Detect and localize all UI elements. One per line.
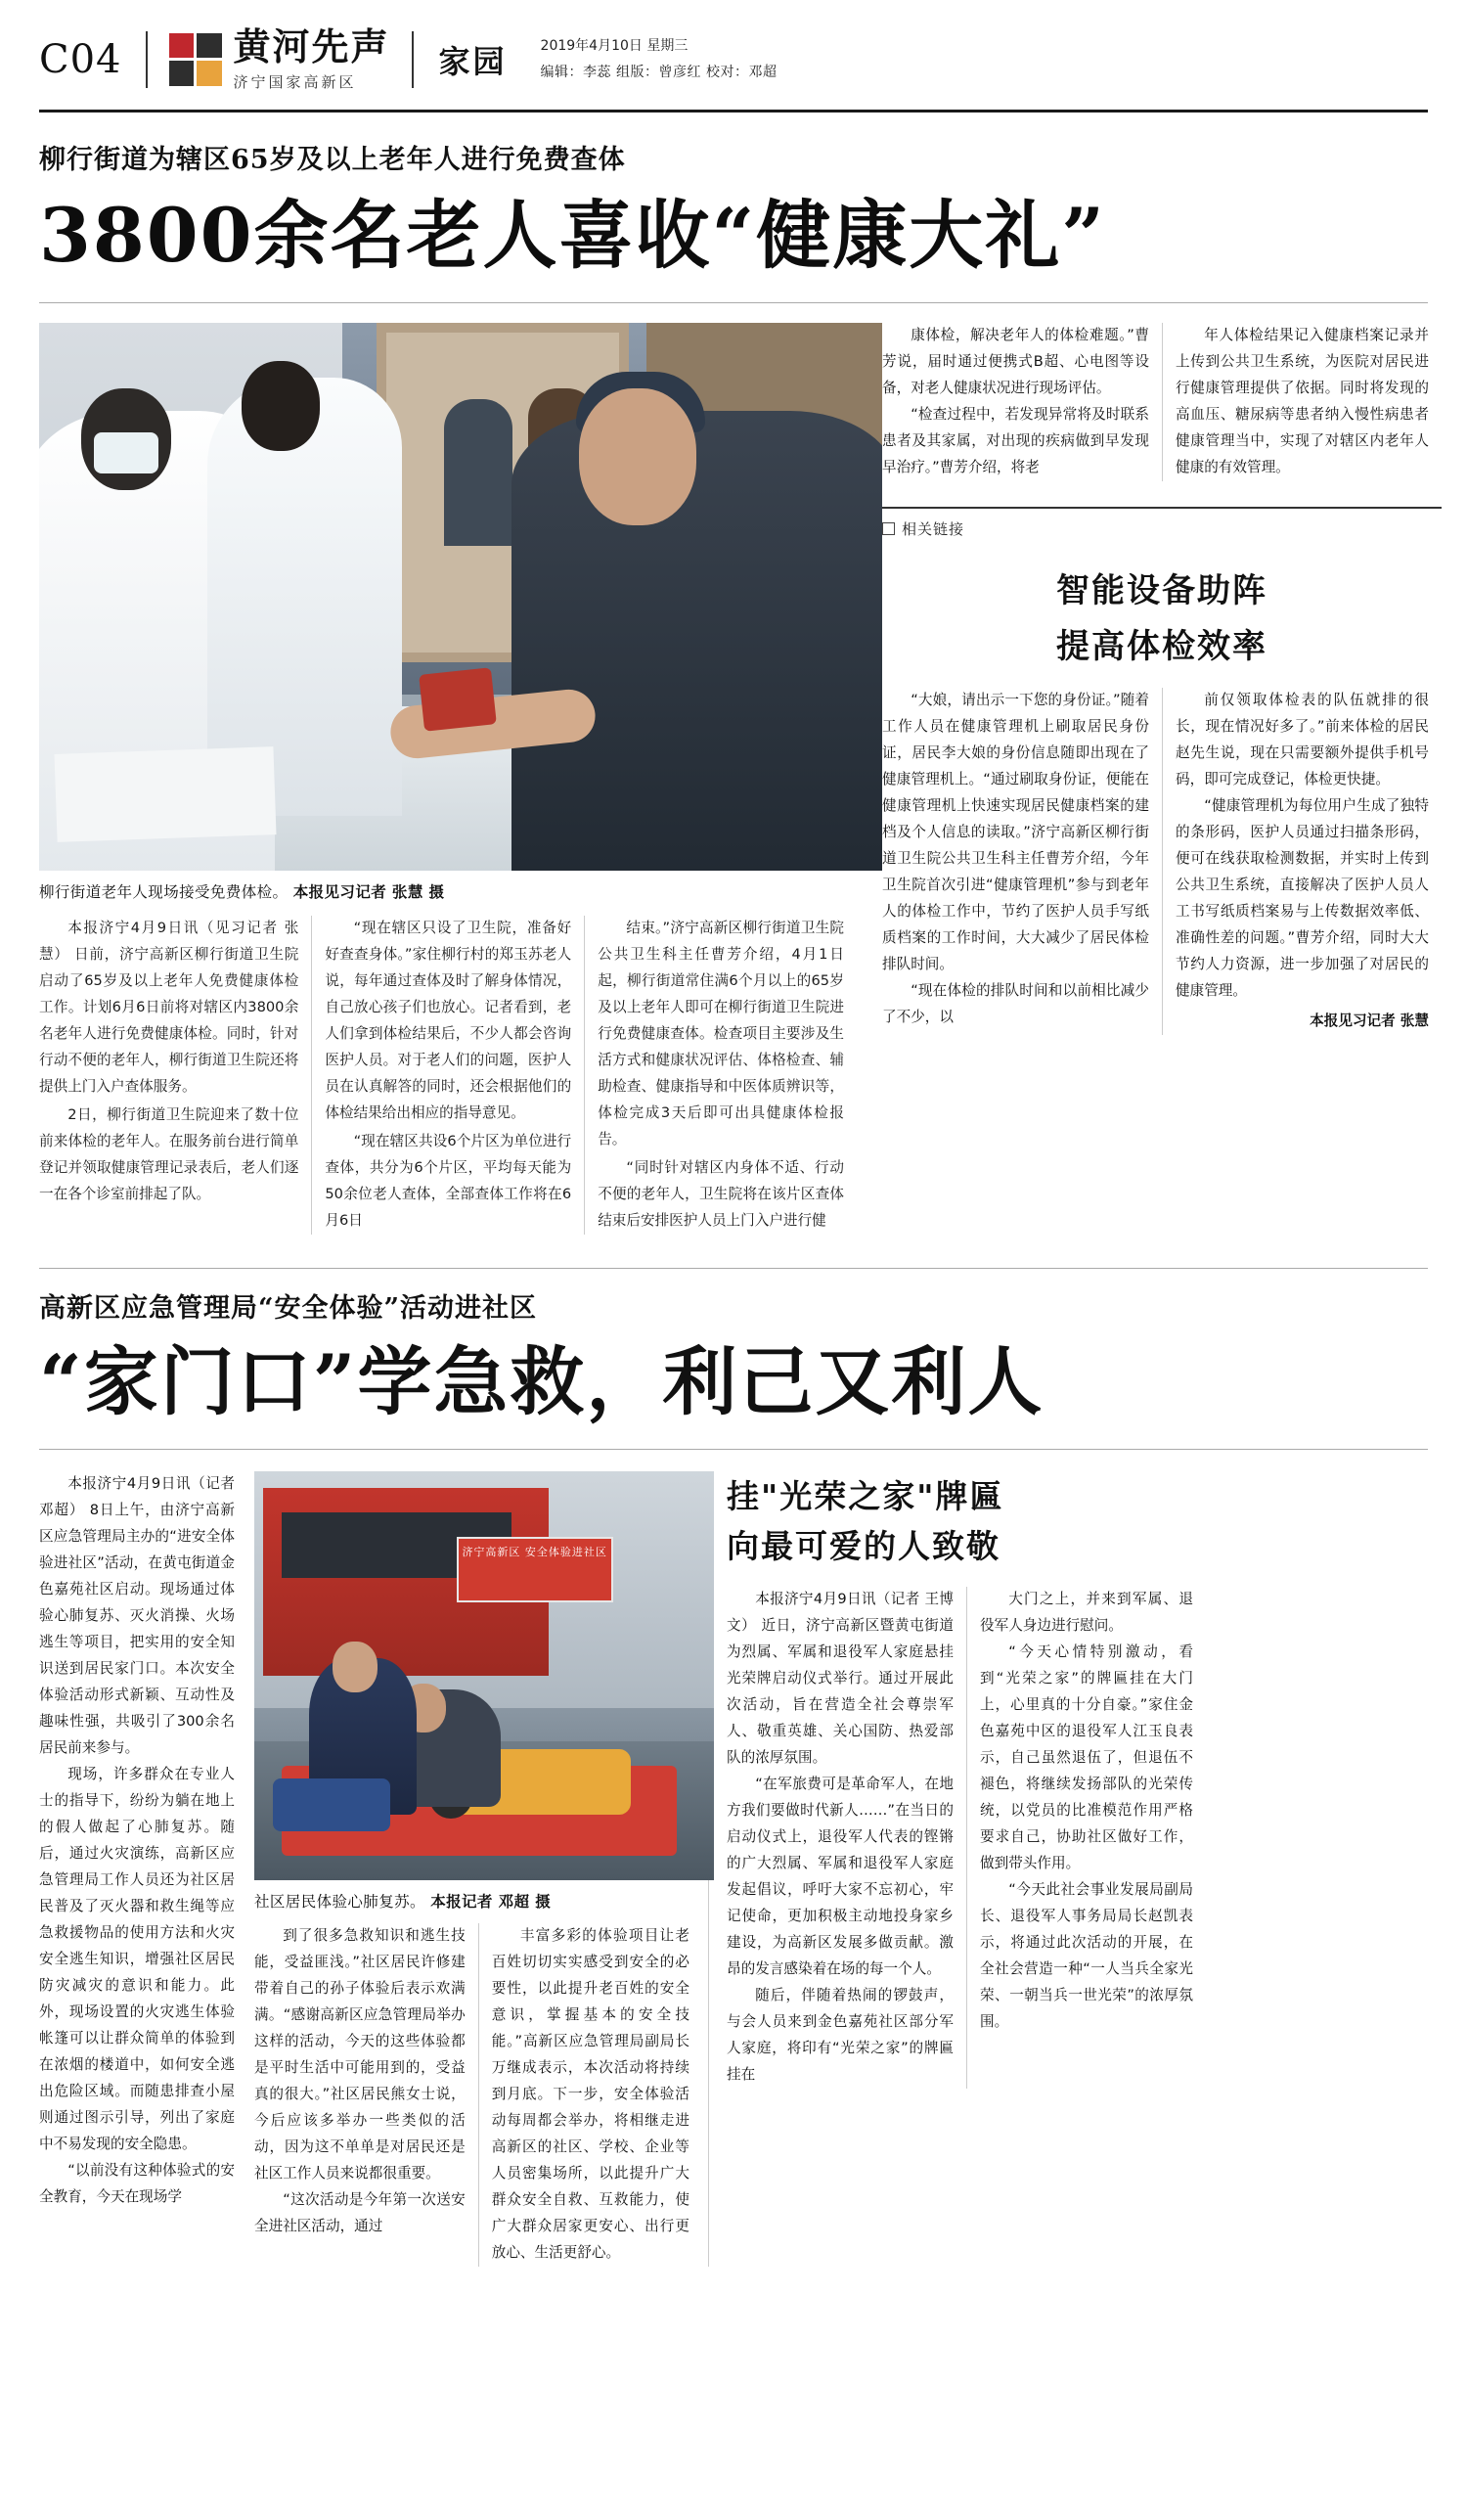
story1-columns-right (882, 323, 1442, 481)
story1-photo-caption (39, 871, 857, 902)
story2-sidebar-headline-line2: 向最可爱的人致敬 (727, 1527, 1000, 1566)
logo-squares-icon (169, 33, 222, 86)
story1-column-4 (882, 323, 1162, 481)
photo-banner-text: 济宁高新区 安全体验进社区 (462, 1545, 607, 1558)
paragraph: 大门之上，并来到军属、退役军人身边进行慰问。 (980, 1591, 1193, 1635)
paragraph: “现在辖区共设6个片区为单位进行查体，共分为6个片区，平均每天能为50余位老人查体，全部查体工作将在6月6日 (325, 1132, 572, 1229)
story1-rule (39, 302, 1428, 303)
newspaper-logo (148, 24, 412, 92)
paragraph: 现场，许多群众在专业人士的指导下，纷纷为躺在地上的假人做起了心肺复苏。随后，通过火灾演练，高新区应急管理局工作人员还为社区居民普及了灭火器和救生绳等应急救援物品的使用方法和火灾安全逃生知识，增强社区居民防灾减灾的意识和能力。此外，现场设置的火灾逃生体验帐篷可以让群众简单的体验到在浓烟的楼道中，如何安全逃出危险区域。而随患排查小屋则通过图示引导，列出了家庭中不易发现的安全隐患。 (39, 1765, 235, 2152)
paragraph: 结束。”济宁高新区柳行街道卫生院公共卫生科主任曹芳介绍，4月1日起，柳行街道常住满6个月以上的65岁及以上老年人即可在柳行街道卫生院进行免费健康查体。检查项目主要涉及生活方式和健康状况评估、体格检查、辅助检查、健康指导和中医体质辨识等，体检完成3天后即可出具健康体检报告。 (598, 920, 844, 1148)
publication-date: 2019年4月10日 星期三 (540, 38, 689, 55)
paragraph: 康体检，解决老年人的体检难题。”曹芳说，届时通过便携式B超、心电图等设备，对老人健康状况进行现场评估。 (882, 327, 1149, 396)
paragraph: “现在体检的排队时间和以前相比减少了不少，以 (882, 981, 1149, 1025)
sidebar-columns (882, 688, 1442, 1035)
story2-column-3 (478, 1923, 702, 2267)
story-health-checkup (39, 112, 1428, 1235)
story1-caption-text: 柳行街道老年人现场接受免费体检。 (39, 883, 289, 901)
story2-rule (39, 1449, 1428, 1450)
story2-sidebar-column-1 (727, 1587, 966, 2089)
paragraph: “同时针对辖区内身体不适、行动不便的老年人，卫生院将在该片区查体结束后安排医护人员上门入户进行健 (598, 1158, 844, 1229)
story2-photo (254, 1471, 714, 1880)
page-folio: C04 (39, 36, 122, 82)
paragraph: “在军旅费可是革命军人，在地方我们要做时代新人……”在当日的启动仪式上，退役军人代表的铿锵的广大烈属、军属和退役军人家庭发起倡议，呼吁大家不忘初心，牢记使命，更加积极主动地投身家乡建设，为高新区发展多做贡献。激昂的发言感染着在场的每一个人。 (727, 1776, 954, 1977)
story2-kicker: 高新区应急管理局“安全体验”活动进社区 (39, 1292, 538, 1324)
paragraph: “现在辖区只设了卫生院，准备好好查查身体。”家住柳行村的郑玉苏老人说，每年通过查体及时了解身体情况，自己放心孩子们也放心。记者看到，老人们拿到体检结果后，不少人都会咨询医护人员。对于老人们的问题，医护人员在认真解答的同时，还会根据他们的体检结果给出相应的指导意见。 (325, 920, 572, 1121)
story2-caption-credit: 本报记者 邓超 摄 (430, 1892, 552, 1911)
story1-columns-left (39, 916, 857, 1235)
story2-photo-block (248, 1471, 708, 2267)
story1-column-2 (311, 916, 584, 1235)
sidebar-byline: 本报见习记者 张慧 (1310, 1012, 1429, 1029)
story2-sidebar-headline (727, 1471, 1428, 1571)
square-bullet-icon (882, 522, 895, 535)
newspaper-publisher: 济宁国家高新区 (233, 72, 357, 91)
photo-banner-sign (457, 1537, 613, 1602)
paragraph: 本报济宁4月9日讯（记者 王博文） 近日，济宁高新区暨黄屯街道为烈属、军属和退役军人家庭悬挂光荣牌启动仪式举行。通过开展此次活动，旨在营造全社会尊崇军人、敬重英雄、关心国防、热爱部队的浓厚氛围。 (727, 1591, 954, 1767)
story2-lower-columns (254, 1923, 702, 2267)
story1-column-1 (39, 916, 311, 1235)
paragraph: “大娘，请出示一下您的身份证。”随着工作人员在健康管理机上刷取居民身份证，居民李大娘的身份信息随即出现在了健康管理机上。“通过刷取身份证，便能在健康管理机上快速实现居民健康档案的建档及个人信息的读取。”济宁高新区柳行街道卫生院公共卫生科主任曹芳介绍，今年卫生院首次引进“健康管理机”参与到老年人的体检工作中，节约了医护人员手写纸质档案的工作时间，大大减少了居民体检排队时间。 (882, 691, 1149, 972)
paragraph: 随后，伴随着热闹的锣鼓声，与会人员来到金色嘉苑社区部分军人家庭，将印有“光荣之家”的牌匾挂在 (727, 1986, 954, 2083)
story2-column-1 (39, 1471, 248, 2267)
paragraph: 到了很多急救知识和逃生技能，受益匪浅。”社区居民许修建带着自己的孙子体验后表示欢满满。“感谢高新区应急管理局举办这样的活动，今天的这些体验都是平时生活中可能用到的，受益真的很大。”社区居民熊女士说，今后应该多举办一些类似的活动，因为这不单单是对居民还是社区工作人员来说都很重要。 (254, 1926, 466, 2182)
masthead-meta (533, 33, 778, 85)
paragraph: “今天此社会事业发展局副局长、退役军人事务局局长赵凯表示，将通过此次活动的开展，在全社会营造一种“一人当兵全家光荣、一朝当兵一世光荣”的浓厚氛围。 (980, 1881, 1193, 2030)
story2-sidebar (708, 1471, 1428, 2267)
paragraph: 本报济宁4月9日讯（记者邓超） 8日上午，由济宁高新区应急管理局主办的“进安全体验进社区”活动，在黄屯街道金色嘉苑社区启动。现场通过体验心肺复苏、灭火消操、火场逃生等项目，把实用的安全知识送到居民家门口。本次安全体验活动形式新颖、互动性及趣味性强，共吸引了300余名居民前来参与。 (39, 1474, 235, 1756)
sidebar-headline (882, 566, 1442, 672)
related-link-label: 相关链接 (902, 519, 965, 538)
paragraph: “检查过程中，若发现异常将及时联系患者及其家属，对出现的疾病做到早发现早治疗。”曹芳介绍，将老 (882, 405, 1149, 475)
related-link-tag (882, 518, 964, 539)
sidebar-headline-line2: 提高体检效率 (1056, 626, 1267, 666)
newspaper-name: 黄河先声 (233, 24, 390, 68)
story2-caption-text: 社区居民体验心肺复苏。 (254, 1892, 425, 1911)
story-safety-experience (39, 1235, 1428, 2267)
section-title: 家园 (438, 42, 508, 80)
paragraph: “健康管理机为每位用户生成了独特的条形码，医护人员通过扫描条形码，便可在线获取检测数据，并实时上传到公共卫生系统，直接解决了医护人员人工书写纸质档案易与上传数据效率低、准确性差的问题。”曹芳介绍，同时大大节约人力资源，进一步加强了对居民的健康管理。 (1176, 796, 1429, 999)
paragraph: 丰富多彩的体验项目让老百姓切切实实感受到安全的必要性，以此提升老百姓的安全意识，掌握基本的安全技能。”高新区应急管理局副局长万继成表示，本次活动将持续到月底。下一步，安全体验活动每周都会举办，将相继走进高新区的社区、学校、企业等人员密集场所，以此提升广大群众安全自救、互救能力，使广大群众居家更安心、出行更放心、生活更舒心。 (491, 1926, 689, 2261)
paragraph: “以前没有这种体验式的安全教育，今天在现场学 (39, 2161, 235, 2205)
paragraph: 本报济宁4月9日讯（见习记者 张慧） 日前，济宁高新区柳行街道卫生院启动了65岁及以上老年人免费健康体检工作。计划6月6日前将对辖区内3800余名老年人进行免费健康体检。同时，针对行动不便的老年人，柳行街道卫生院还将提供上门入户查体服务。 (39, 920, 299, 1095)
story2-headline: “家门口”学急救，利己又利人 (39, 1337, 1045, 1425)
paragraph: 前仅领取体检表的队伍就排的很长，现在情况好多了。”前来体检的居民赵先生说，现在只需要额外提供手机号码，即可完成登记，体检更快捷。 (1176, 691, 1429, 788)
paragraph: “这次活动是今年第一次送安全进社区活动，通过 (254, 2190, 466, 2234)
story2-photo-caption (254, 1880, 702, 1912)
story1-photo (39, 323, 882, 871)
story1-column-5 (1162, 323, 1442, 481)
story2-sidebar-column-2 (966, 1587, 1206, 2089)
sidebar-column-2 (1162, 688, 1442, 1035)
masthead (39, 0, 1428, 112)
story1-caption-credit: 本报见习记者 张慧 摄 (292, 883, 445, 901)
sidebar-column-1 (882, 688, 1162, 1035)
story1-kicker: 柳行街道为辖区65岁及以上老年人进行免费查体 (39, 144, 626, 175)
staff-credits: 编辑：李蕊 组版：曾彦红 校对：邓超 (540, 64, 778, 80)
story1-headline: 3800余名老人喜收“健康大礼” (39, 191, 1106, 279)
story1-column-3 (584, 916, 857, 1235)
paragraph: 年人体检结果记入健康档案记录并上传到公共卫生系统，为医院对居民进行健康管理提供了依据。同时将发现的高血压、糖尿病等患者纳入慢性病患者健康管理当中，实现了对辖区内老年人健康的有效管理。 (1176, 327, 1429, 475)
paragraph: 2日，柳行街道卫生院迎来了数十位前来体检的老年人。在服务前台进行简单登记并领取健康管理记录表后，老人们逐一在各个诊室前排起了队。 (39, 1105, 299, 1202)
related-link-box (882, 507, 1442, 1035)
story2-column-2 (254, 1923, 478, 2267)
story2-sidebar-headline-line1: 挂"光荣之家"牌匾 (727, 1476, 1004, 1515)
sidebar-headline-line1: 智能设备助阵 (1056, 570, 1267, 610)
paragraph: “今天心情特别激动，看到“光荣之家”的牌匾挂在大门上，心里真的十分自豪。”家住金色嘉苑中区的退役军人江玉良表示，自己虽然退伍了，但退伍不褪色，将继续发扬部队的光荣传统，以党员的比准模范作用严格要求自己，协助社区做好工作，做到带头作用。 (980, 1643, 1193, 1872)
